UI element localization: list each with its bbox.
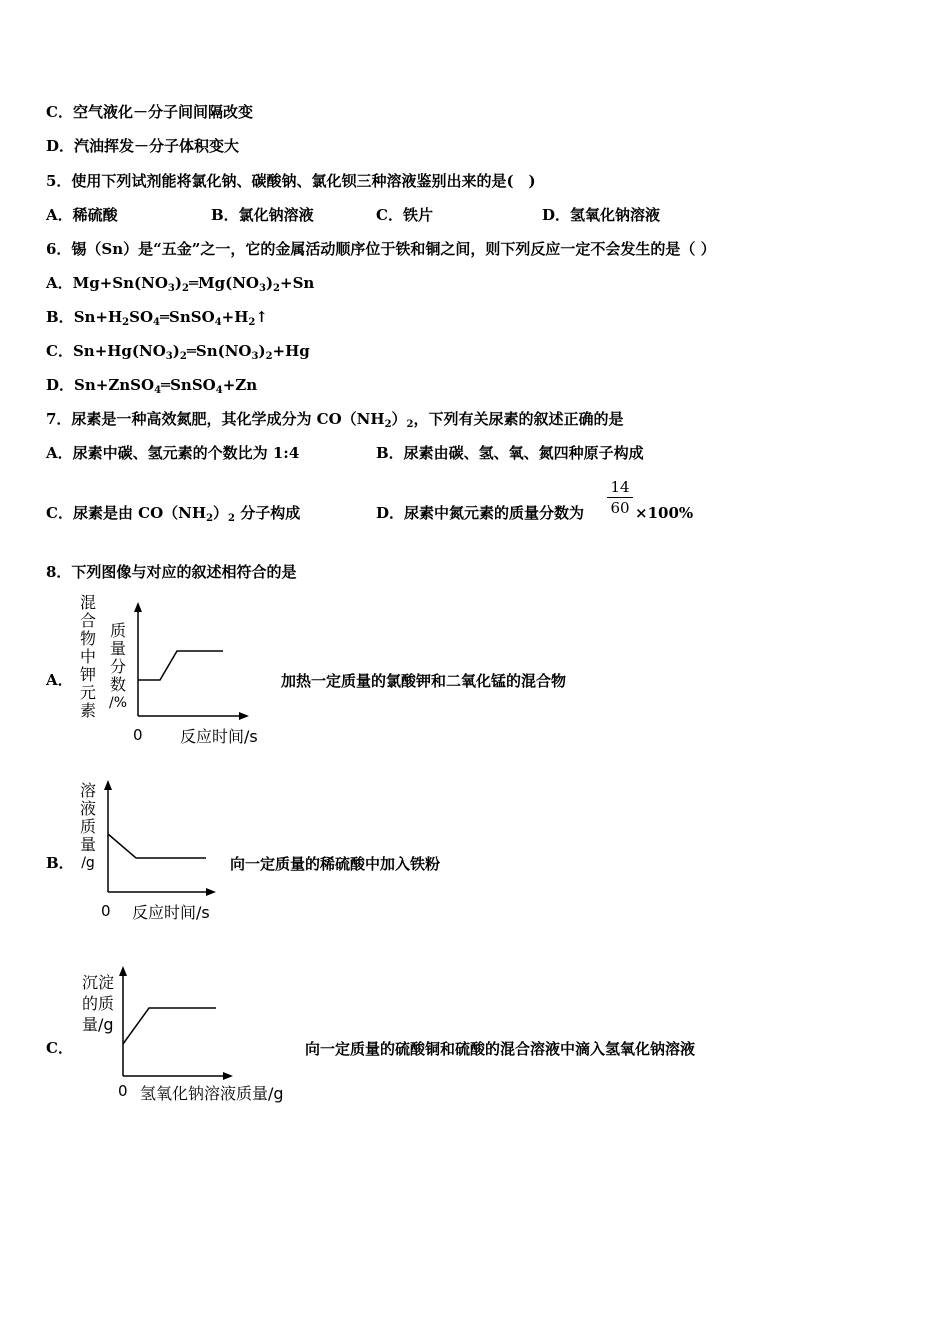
q6-option-c: C．$Sn+Hg(NO_3)_2═Sn(NO_3)_2+Hg$ — [46, 342, 310, 362]
graph-c-origin: 0 — [118, 1082, 128, 1100]
graph-c-curve — [123, 1008, 216, 1044]
graph-c-y-title: 沉淀 的质 量/g — [82, 973, 115, 1034]
graph-a — [128, 600, 268, 750]
q5-option-c: C．铁片 — [376, 206, 433, 224]
q8-c-label: C． — [46, 1039, 73, 1057]
graph-a-y-arrow — [134, 602, 142, 612]
graph-c — [112, 962, 302, 1112]
q8-b-description: 向一定质量的稀硫酸中加入铁粉 — [230, 855, 441, 873]
q7-option-b: B．尿素由碳、氢、氧、氮四种原子构成 — [376, 444, 644, 462]
q7-option-d: D．尿素中氮元素的质量分数为 — [376, 504, 585, 522]
q6-option-a: A．$Mg+Sn(NO_3)_2═Mg(NO_3)_2+Sn$ — [46, 274, 315, 294]
q8-a-label: A． — [46, 671, 73, 689]
graph-b-x-arrow — [206, 888, 216, 896]
q7-option-d-percent: ×100% — [635, 504, 694, 522]
graph-b-x-title: 反应时间/s — [132, 903, 210, 922]
q7-stem: 7．尿素是一种高效氮肥，其化学成分为 $CO(NH_2)_2$，下列有关尿素的叙述正确的是 — [46, 410, 624, 430]
graph-b-origin: 0 — [101, 902, 111, 920]
fraction-bar — [607, 497, 633, 498]
q5-option-a: A．稀硫酸 — [46, 206, 118, 224]
graph-b — [98, 776, 228, 926]
q5-option-b: B．氯化钠溶液 — [211, 206, 314, 224]
fraction-denominator: 60 — [610, 499, 630, 517]
q6-stem: 6．锡（Sn）是“五金”之一，它的金属活动顺序位于铁和铜之间，则下列反应一定不会发生的是（ ） — [46, 240, 716, 258]
graph-b-y-arrow — [104, 780, 112, 790]
q4-option-c: C．空气液化－分子间间隔改变 — [46, 103, 253, 121]
graph-a-y-title: 混 合 物 中 钾 元 素 — [79, 593, 96, 720]
q8-stem: 8．下列图像与对应的叙述相符合的是 — [46, 563, 297, 581]
q6-option-b: B．$Sn+H_2SO_4═SnSO_4+H_2↑$ — [46, 308, 268, 328]
fraction-14-60 — [607, 478, 633, 517]
graph-b-y-title: 溶 液 质 量 /g — [79, 781, 96, 871]
graph-c-x-title: 氢氧化钠溶液质量/g — [140, 1084, 284, 1103]
graph-c-y-arrow — [119, 966, 127, 976]
q7-option-c: C．尿素是由 $CO(NH_2)_2$ 分子构成 — [46, 504, 301, 524]
q5-stem: 5．使用下列试剂能将氯化钠、碳酸钠、氯化钡三种溶液鉴别出来的是( ) — [46, 172, 536, 190]
graph-a-curve — [138, 651, 223, 680]
graph-b-curve — [108, 834, 206, 858]
q6-option-d: D．Sn+ZnSO$_4$═SnSO$_4$+Zn — [46, 376, 258, 396]
q4-option-d: D．汽油挥发－分子体积变大 — [46, 137, 240, 155]
q8-a-description: 加热一定质量的氯酸钾和二氧化锰的混合物 — [281, 672, 567, 690]
graph-a-x-arrow — [239, 712, 249, 720]
graph-a-origin: 0 — [133, 726, 143, 744]
graph-a-x-title: 反应时间/s — [180, 727, 258, 746]
q5-option-d: D．氢氧化钠溶液 — [542, 206, 661, 224]
q8-b-label: B． — [46, 854, 74, 872]
graph-c-x-arrow — [223, 1072, 233, 1080]
fraction-numerator: 14 — [610, 478, 630, 496]
q8-c-description: 向一定质量的硫酸铜和硫酸的混合溶液中滴入氢氧化钠溶液 — [305, 1040, 696, 1058]
graph-a-y-unit: 质 量 分 数 /% — [108, 621, 128, 711]
q7-option-a: A．尿素中碳、氢元素的个数比为 1:4 — [46, 444, 300, 462]
